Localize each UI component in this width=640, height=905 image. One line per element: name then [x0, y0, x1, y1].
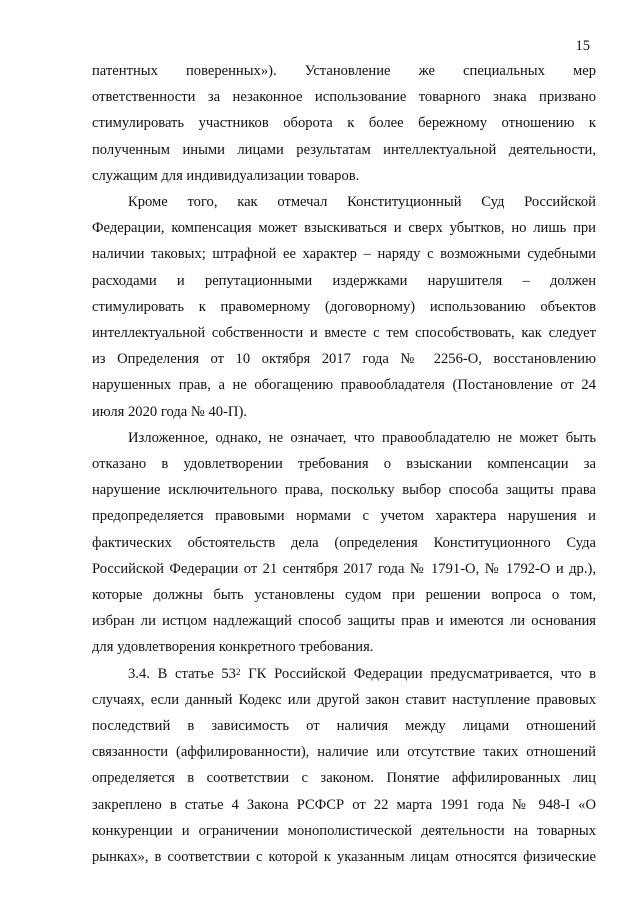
document-body: [92, 58, 596, 870]
text-line: ответственности за незаконное использование товарного знака призвано: [92, 89, 596, 106]
page-number: 15: [575, 38, 590, 54]
text-line: [92, 661, 596, 687]
superscript: 2: [235, 666, 241, 677]
text-line: из Определения от 10 октября 2017 года № 2256-О, восстановлению: [92, 351, 596, 368]
text-line: фактических обстоятельств дела (определения Конституционного Суда: [92, 534, 596, 551]
text-line: стимулировать к правомерному (договорному) использованию объектов: [92, 298, 596, 315]
text-line: последствий в зависимость от наличия между лицами отношений: [92, 718, 596, 735]
text-line: закреплено в статье 4 Закона РСФСР от 22 марта 1991 года № 948-I «О: [92, 796, 596, 813]
text-line: нарушенных прав, а не обогащению правообладателя (Постановление от 24: [92, 377, 596, 394]
text-line: Российской Федерации от 21 сентября 2017 года № 1791-О, № 1792-О и др.),: [92, 560, 596, 577]
text-line: наличии таковых; штрафной ее характер – наряду с возможными судебными: [92, 246, 596, 263]
text-run: 3.4. В статье 53: [128, 665, 236, 682]
text-line: для удовлетворения конкретного требования.: [92, 639, 374, 656]
text-line: предопределяется правовыми нормами с учетом характера нарушения и: [92, 508, 596, 525]
text-line: расходами и репутационными издержками нарушителя – должен: [92, 272, 596, 289]
text-run: ГК Российской Федерации предусматривается, что в: [240, 665, 596, 682]
text-line: служащим для индивидуализации товаров.: [92, 167, 360, 184]
text-line: патентных поверенных»). Установление же специальных мер: [92, 63, 596, 79]
text-line: которые должны быть установлены судом при решении вопроса о том,: [92, 587, 596, 604]
text-line: случаях, если данный Кодекс или другой закон ставит наступление правовых: [92, 691, 596, 708]
text-line: определяется в соответствии с законом. Понятие аффилированных лиц: [92, 770, 596, 787]
text-line: нарушение исключительного права, поскольку выбор способа защиты права: [92, 482, 596, 499]
text-line: рынках», в соответствии с которой к указанным лицам относятся физические: [92, 849, 596, 866]
text-line: полученным иными лицами результатам интеллектуальной деятельности,: [92, 141, 596, 158]
text-line: Изложенное, однако, не означает, что правообладателю не может быть: [128, 429, 596, 446]
text-line: конкуренции и ограничении монополистической деятельности на товарных: [92, 822, 596, 839]
text-line: Федерации, компенсация может взыскиваться и сверх убытков, но лишь при: [92, 220, 596, 237]
text-line: стимулировать участников оборота к более бережному отношению к: [92, 115, 596, 132]
paragraph: [92, 58, 596, 189]
paragraph: [92, 425, 596, 661]
paragraph: [92, 661, 596, 871]
text-line: отказано в удовлетворении требования о взыскании компенсации за: [92, 456, 596, 473]
text-line: связанности (аффилированности), наличие или отсутствие таких отношений: [92, 744, 596, 761]
text-line: избран ли истцом надлежащий способ защиты прав и имеются ли основания: [92, 613, 596, 630]
text-line: июля 2020 года № 40-П).: [92, 403, 247, 420]
text-line: интеллектуальной собственности и вместе с тем способствовать, как следует: [92, 325, 596, 342]
paragraph: [92, 189, 596, 425]
text-line: Кроме того, как отмечал Конституционный Суд Российской: [128, 194, 596, 211]
